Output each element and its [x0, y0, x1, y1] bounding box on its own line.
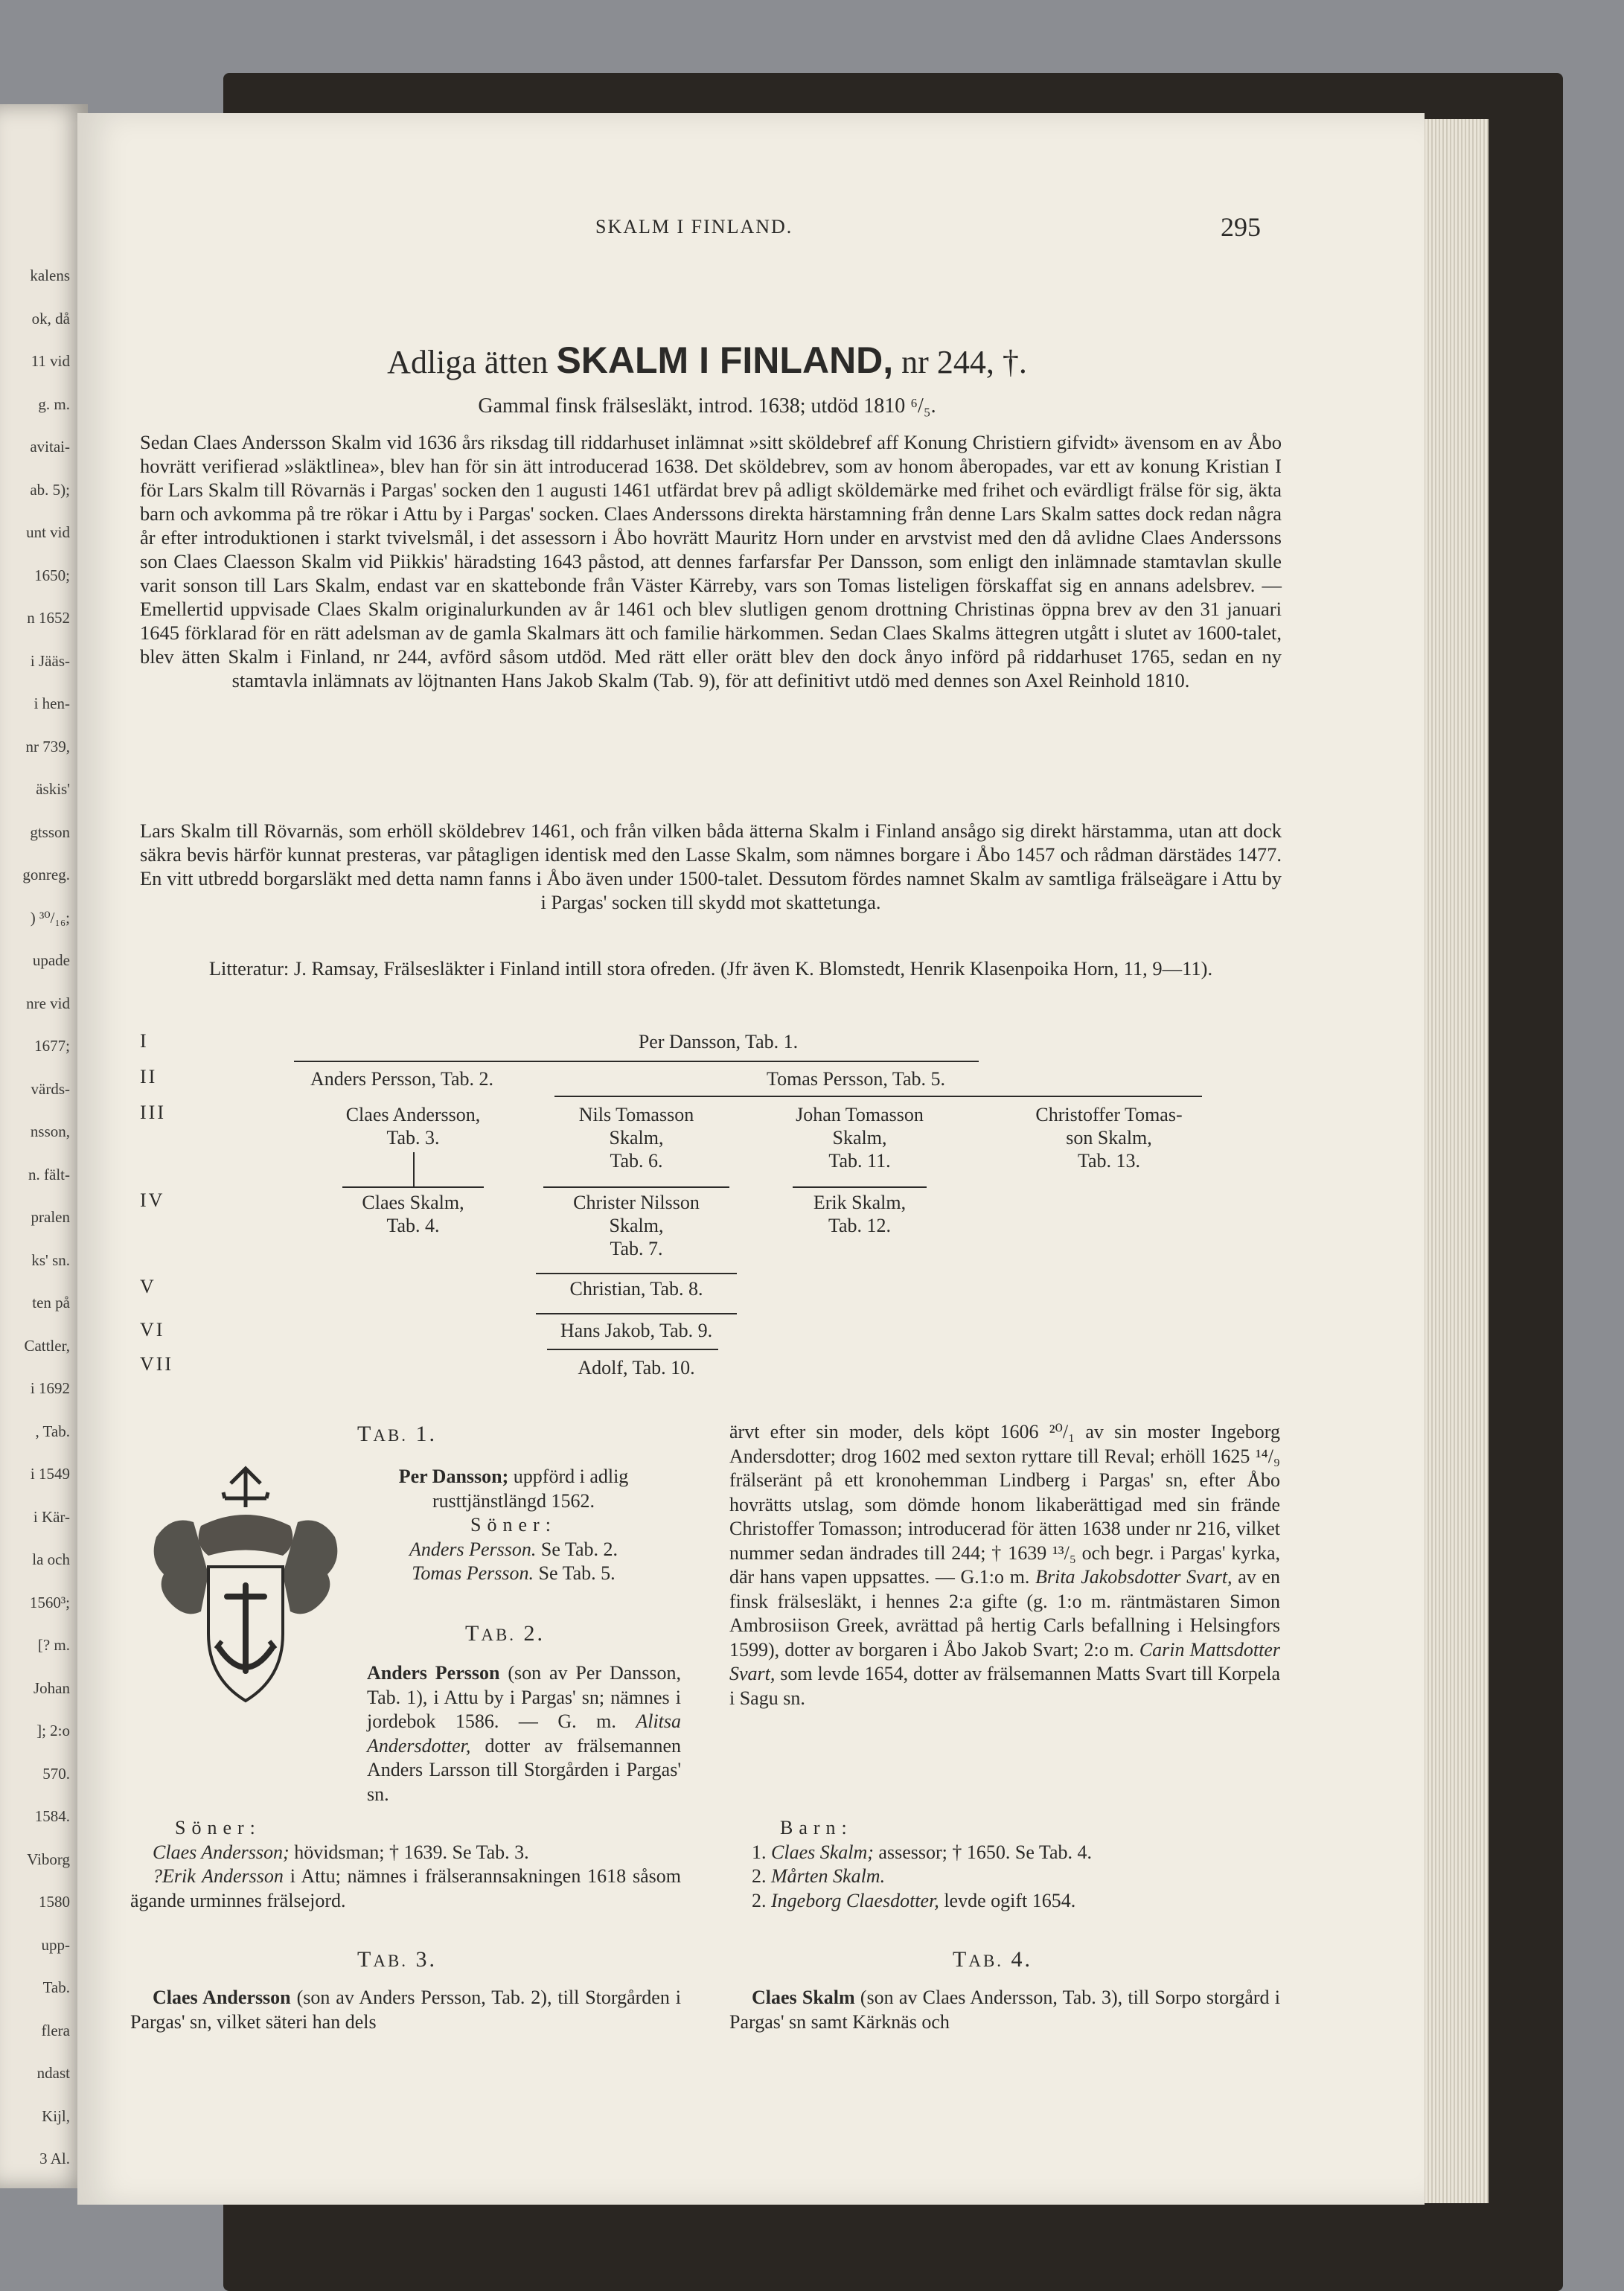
left-page-fragment: gonreg. [22, 866, 70, 884]
left-page-fragment: i Kär- [33, 1507, 70, 1526]
left-page-fragment: Viborg [27, 1850, 70, 1868]
left-page-fragment: i 1692 [30, 1379, 70, 1397]
node-claes-andersson: Claes Andersson, Tab. 3. [345, 1104, 481, 1148]
left-page-fragment: 1560³; [29, 1593, 70, 1611]
tab-3-continued-text: ärvt efter sin moder, dels köpt 1606 ²⁰/₁ av sin moster Ingeborg Andersdotter; drog 1602 med sexton ryttare till Reval; erhöll 1625 ¹⁴/₉ frälseränt på ett kronohemman Lindberg i Pargas' sn, efter Åbo hovrätts utslag, som dömde honom likaberättigad med sin frände Christoffer Tomasson; introducerad för ätten 1638 under nr 216, vilket nummer sedan ändrades till 244; † 1639 ¹³/₅ och begr. i Pargas' kyrka, där hans vapen uppsattes. — G.1:o m. Brita Jakobsdotter Svart, av en finsk frälsesläkt, i hennes 2:a gifte (g. 1:o m. räntmästaren Simon Ambrosiison Greek, avrättad på hertig Carls befallning i Helsingfors 1599), dotter av borgaren i Åbo Jakob Svart; 2:o m. Carin Mattsdotter Svart, som levde 1654, dotter av frälsemannen Matts Svart till Korpela i Sagu sn. [729, 1421, 1281, 1709]
node-johan-tomasson: Johan Tomasson Skalm, Tab. 11. [796, 1104, 924, 1172]
left-page-fragment: 1650; [34, 566, 70, 584]
literature-note: Litteratur: J. Ramsay, Frälsesläkter i Finland intill stora ofreden. (Jfr även K. Blomstedt, Henrik Klasenpoika Horn, 11, 9—11). [208, 957, 1213, 980]
intro-paragraph-1: Sedan Claes Andersson Skalm vid 1636 års riksdag till riddarhuset inlämnat »sitt sköldebref aff Konung Christiern gifvidt» ävensom en av Åbo hovrätt verifierad »släktlinea», blev han för sin ätt introducerad 1638. Det sköldebrev, som av honom åberopades, var ett av konung Kristian I för Lars Skalm till Rövarnäs i Pargas' socken den 1 augusti 1461 utfärdat brev på adligt sköldemärke med frihet och evärdligt frälse för sig, äkta barn och avkomma på tre rökar i Attu by i Pargas' socken. Claes Anderssons direkta härstamning från denne Lars Skalm sattes dock redan några år efter introduktionen i starkt tvivelsmål, i det assessorn i Åbo hovrätt Mauritz Horn under en arvstvist med den då avlidne Claes Anderssons son Claes Claesson Skalm vid Piikkis' häradsting 1643 påstod, att dennes farfarsfar Per Dansson, som enligt den inlämnade stamtavlan skulle varit sonson till Lars Skalm, endast var en skattebonde från Väster Kärreby, vars son Tomas listeligen förskaffat sig en annans adelsbrev. — Emellertid uppvisade Claes Skalm originalurkunden av år 1461 och blev slutligen genom drottning Christinas öppna brev av den 31 januari 1645 förklarad för en rätt adelsman av de gamla Skalmars ätt och familie härkommen. Sedan Claes Skalms ättegren utgått i slutet av 1600-talet, blev ätten Skalm i Finland, nr 244, avförd såsom utdöd. Med rätt eller orätt blev den dock ånyo införd på riddarhuset 1765, sedan en ny stamtavla inlämnats av löjtnanten Hans Jakob Skalm (Tab. 9), för att definitivt utdö med dennes son Axel Reinhold 1810. [140, 431, 1282, 691]
page-edges [1414, 119, 1489, 2203]
left-page-fragment: Johan [33, 1678, 70, 1697]
left-page-fragment: Kijl, [42, 2106, 70, 2125]
left-page-fragment: Cattler, [24, 1336, 70, 1355]
left-page-fragment: n. fält- [28, 1165, 70, 1183]
page-title [134, 339, 1280, 382]
page-number: 295 [1221, 212, 1261, 242]
left-page-fragment: n 1652 [27, 609, 70, 627]
left-page-fragment: nre vid [26, 994, 70, 1012]
generation-label: VI [140, 1319, 165, 1341]
node-christian: Christian, Tab. 8. [569, 1278, 703, 1300]
title-suffix: nr 244, †. [901, 344, 1027, 380]
tab-3-children: Barn: 1. Claes Skalm; assessor; † 1650. Se Tab. 4. 2. Mårten Skalm. 2. Ingeborg Claesdotter, levde ogift 1654. [752, 1817, 1092, 1911]
left-page-fragment: pralen [31, 1208, 70, 1226]
generation-label: IV [140, 1189, 165, 1211]
running-head: SKALM I FINLAND. [595, 216, 793, 237]
left-page-fragment: flera [41, 2021, 70, 2039]
tab-1-heading: TAB. 1. [357, 1422, 438, 1446]
tab-1-text: Per Dansson; uppförd i adlig rusttjänstlängd 1562. Söner: Anders Persson. Se Tab. 2. Tomas Persson. Se Tab. 5. [398, 1466, 629, 1584]
left-page-fragment: ]; 2:o [36, 1722, 70, 1739]
left-page-fragment: gtsson [30, 822, 70, 841]
left-page-fragment: ab. 5); [30, 480, 70, 499]
left-page-fragment: 11 vid [31, 352, 70, 370]
left-page-fragment: upade [32, 951, 70, 969]
node-adolf: Adolf, Tab. 10. [578, 1357, 695, 1378]
node-tomas-persson: Tomas Persson, Tab. 5. [767, 1068, 945, 1090]
left-page-fragment: nsson, [30, 1122, 70, 1140]
left-page-fragment: g. m. [38, 394, 70, 413]
node-claes-skalm: Claes Skalm, Tab. 4. [362, 1192, 464, 1236]
node-per-dansson: Per Dansson, Tab. 1. [638, 1031, 799, 1052]
left-page-fragment: Tab. [42, 1978, 70, 1996]
left-page-fragment: ) ³⁰/₁₆; [30, 908, 70, 927]
left-page-fragment: upp- [41, 1935, 70, 1954]
node-erik-skalm: Erik Skalm, Tab. 12. [813, 1192, 907, 1236]
left-page-fragment: 3 Al. [39, 2150, 70, 2167]
left-page-fragment: ten på [32, 1294, 70, 1311]
intro-paragraph-2: Lars Skalm till Rövarnäs, som erhöll sköldebrev 1461, och från vilken båda ätterna Skalm i Finland ansågo sig direkt härstamma, utan att dock säkra bevis härför kunnat presteras, var påtagligen identisk med den Lasse Skalm, som nämnes borgare i Åbo 1457 och rådman därstädes 1477. En vitt utbredd borgarsläkt med detta namn fanns i Åbo även under 1500-talet. Dessutom fördes namnet Skalm av samtliga frälseägare i Attu by i Pargas' socken till skydd mot skattetunga. [140, 819, 1282, 913]
left-page-fragment: i hen- [33, 694, 70, 712]
tab-2-sons: Söner: Claes Andersson; hövidsman; † 1639. Se Tab. 3. ?Erik Andersson i Attu; nämnes i frälserannsakningen 1618 såsom ägande urminnes frälsejord. [130, 1817, 681, 1911]
left-page-fragment: i 1549 [30, 1465, 70, 1483]
node-anders-persson: Anders Persson, Tab. 2. [310, 1068, 494, 1090]
tab-2-text: Anders Persson (son av Per Dansson, Tab. 1), i Attu by i Pargas' sn; nämnes i jordebok 1586. — G. m. Alitsa Andersdotter, dotter av frälsemannen Anders Larsson till Storgården i Pargas' sn. [367, 1662, 682, 1805]
page-subtitle: Gammal finsk frälsesläkt, introd. 1638; utdöd 1810 ⁶/₅. [478, 394, 936, 418]
generation-label: VII [140, 1353, 174, 1375]
left-page-fragment: i Jääs- [30, 651, 70, 670]
left-page-fragment: nr 739, [25, 737, 70, 755]
node-nils-tomasson: Nils Tomasson Skalm, Tab. 6. [578, 1104, 694, 1172]
node-christoffer-tomasson: Christoffer Tomas- son Skalm, Tab. 13. [1035, 1104, 1183, 1172]
left-page-fragment: 1584. [34, 1807, 70, 1825]
tab-4-text: Claes Skalm (son av Claes Andersson, Tab. 3), till Sorpo storgård i Pargas' sn samt Kärknäs och [729, 1987, 1280, 2033]
generation-label: III [140, 1102, 166, 1123]
tab-4-heading: TAB. 4. [953, 1947, 1033, 1972]
tab-3-text: Claes Andersson (son av Anders Persson, Tab. 2), till Storgården i Pargas' sn, vilket säteri han dels [130, 1987, 681, 2033]
title-name: SKALM I FINLAND, [556, 339, 894, 381]
left-page-fragment: , Tab. [35, 1422, 70, 1440]
left-page-fragment: 1677; [34, 1037, 70, 1055]
left-page-fragment: 570. [42, 1764, 70, 1783]
left-page-fragment: 1580 [39, 1893, 70, 1911]
left-page-fragment: värds- [31, 1079, 70, 1098]
left-page-fragment: unt vid [26, 523, 70, 541]
tab-3-heading: TAB. 3. [357, 1947, 438, 1972]
node-hans-jakob: Hans Jakob, Tab. 9. [560, 1320, 713, 1341]
left-page-fragment: [? m. [37, 1636, 70, 1654]
generation-label: I [140, 1030, 149, 1052]
left-page-fragment: kalens [30, 266, 70, 284]
left-page-fragment: ok, då [31, 309, 70, 327]
node-christer-nilsson: Christer Nilsson Skalm, Tab. 7. [573, 1192, 700, 1259]
left-page-fragment: ks' sn. [31, 1250, 70, 1269]
generation-label: II [140, 1066, 158, 1087]
left-page-edge [0, 104, 88, 2188]
left-page-fragment: äskis' [36, 780, 70, 798]
left-page-fragment: ndast [36, 2064, 70, 2082]
generation-label: V [140, 1276, 156, 1297]
tab-2-heading: TAB. 2. [465, 1621, 546, 1646]
left-page-fragment: la och [32, 1550, 70, 1568]
left-page-fragment: avitai- [30, 438, 70, 456]
title-prefix: Adliga ätten [387, 344, 549, 380]
